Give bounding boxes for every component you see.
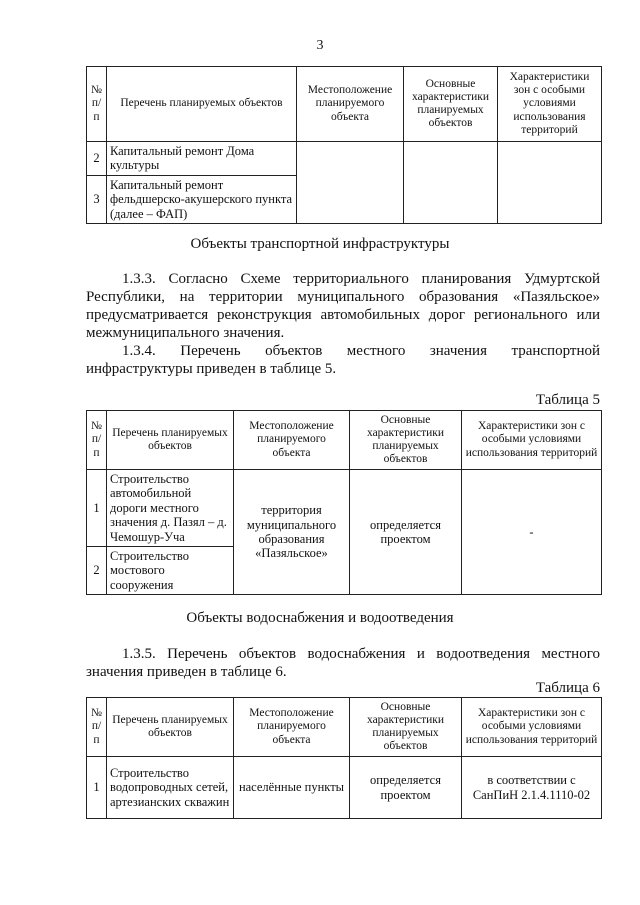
row-zones: - [462,470,602,595]
row-name: Строительство водопроводных сетей, артезианских скважин [107,757,234,819]
section-title-transport: Объекты транспортной инфраструктуры [190,236,450,252]
row-num: 2 [87,142,107,176]
row-location: населённые пункты [234,757,350,819]
header-location: Местоположение планируемого объекта [297,67,404,142]
table-5 [86,410,602,595]
header-num: № п/п [87,698,107,757]
row-characteristics: определяется проектом [350,470,462,595]
table-header-row [87,411,602,470]
table-row [87,470,602,547]
row-location: территория муниципального образования «Пазяльское» [234,470,350,595]
header-num: № п/п [87,411,107,470]
table-row [87,142,602,176]
empty-cell [498,142,602,224]
header-list: Перечень планируемых объектов [107,67,297,142]
header-zones: Характеристики зон с особыми условиями использования территорий [462,411,602,470]
paragraph-1-3-4: 1.3.4. Перечень объектов местного значения транспортной инфраструктуры приведен в таблице 5. [86,343,600,377]
empty-cell [404,142,498,224]
header-characteristics: Основные характеристики планируемых объектов [404,67,498,142]
table-row [87,757,602,819]
table-header-row [87,698,602,757]
table-continuation [86,66,602,224]
table-caption-5: Таблица 5 [535,392,600,408]
paragraph-1-3-5: 1.3.5. Перечень объектов водоснабжения и водоотведения местного значения приведен в таблице 6. [86,646,600,680]
header-characteristics: Основные характеристики планируемых объектов [350,411,462,470]
empty-cell [297,142,404,224]
row-num: 1 [87,757,107,819]
paragraph-1-3-3: 1.3.3. Согласно Схеме территориального планирования Удмуртской Республики, на территории муниципального образования «Пазяльское» предусматривается реконструкция автомобильных дорог регионального или межмуниципального значения. [86,271,600,341]
table-caption-6: Таблица 6 [535,680,600,696]
row-name: Капитальный ремонт Дома культуры [107,142,297,176]
row-name: Строительство мостового сооружения [107,546,234,594]
header-zones: Характеристики зон с особыми условиями использования территорий [498,67,602,142]
row-characteristics: определяется проектом [350,757,462,819]
header-characteristics: Основные характеристики планируемых объектов [350,698,462,757]
header-zones: Характеристики зон с особыми условиями использования территорий [462,698,602,757]
table-header-row [87,67,602,142]
header-location: Местоположение планируемого объекта [234,698,350,757]
row-name: Строительство автомобильной дороги местного значения д. Пазял – д. Чемошур-Уча [107,470,234,547]
header-list: Перечень планируемых объектов [107,411,234,470]
row-num: 2 [87,546,107,594]
page-number: 3 [316,38,324,53]
section-title-water: Объекты водоснабжения и водоотведения [186,610,454,626]
header-location: Местоположение планируемого объекта [234,411,350,470]
row-num: 1 [87,470,107,547]
header-num: № п/п [87,67,107,142]
row-num: 3 [87,175,107,223]
table-6 [86,697,602,819]
row-zones: в соответствии с СанПиН 2.1.4.1110-02 [462,757,602,819]
header-list: Перечень планируемых объектов [107,698,234,757]
row-name: Капитальный ремонт фельдшерско-акушерского пункта (далее – ФАП) [107,175,297,223]
